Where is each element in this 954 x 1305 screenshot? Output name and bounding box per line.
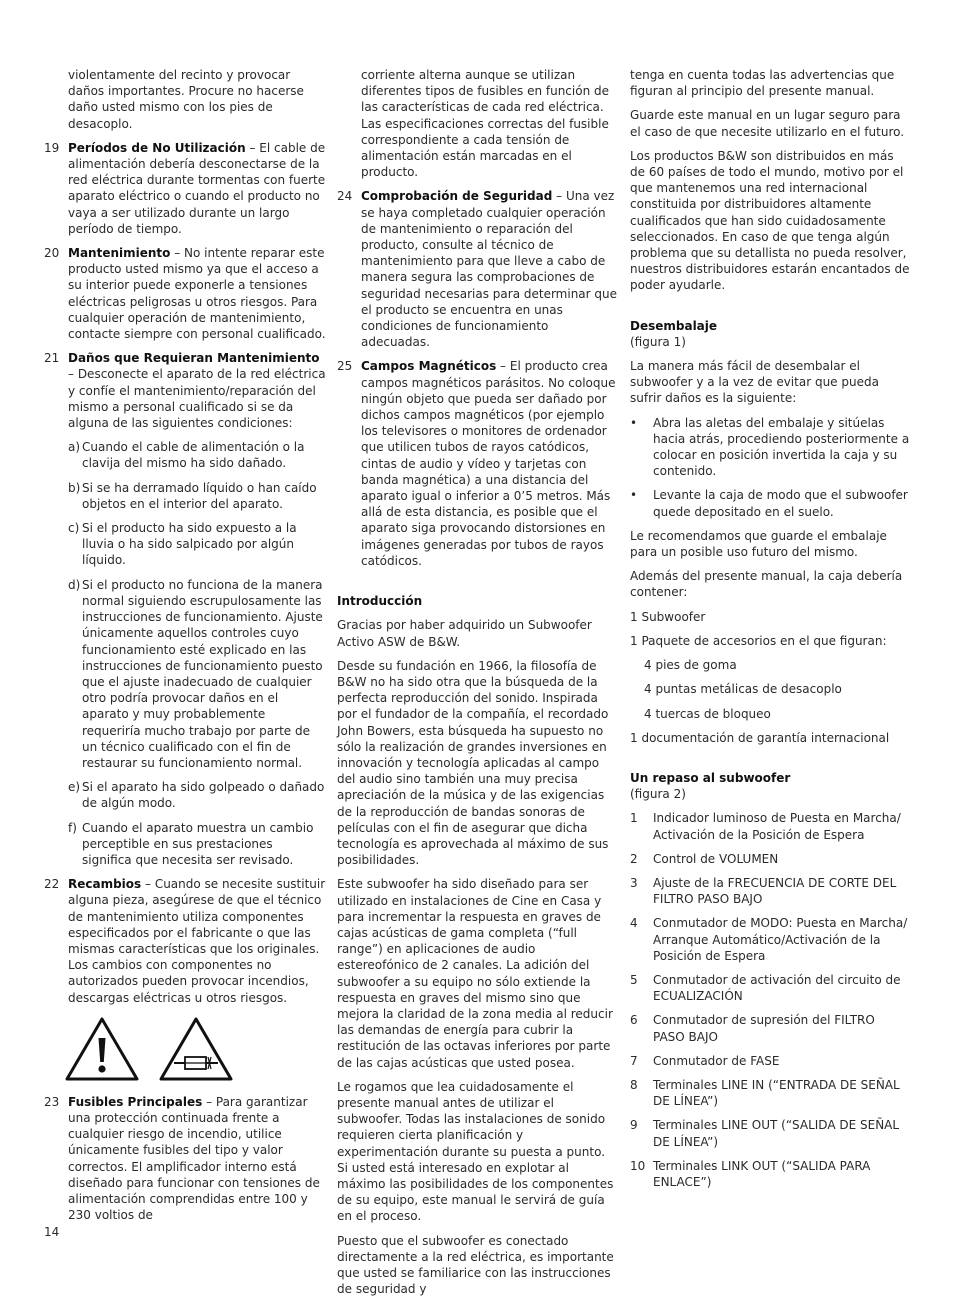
item-title: Campos Magnéticos (361, 359, 497, 374)
list-item: 2 Control de VOLUMEN (630, 851, 779, 866)
contents-line: 1 documentación de garantía internacional (630, 730, 890, 745)
item-title: Recambios (68, 877, 142, 892)
paragraph: Los productos B&W son distribuidos en más de 60 países de todo el mundo, motivo por el que mantenemos una red internacional constituida por distribuidores altamente cualificados que han sido cuidadosamente seleccionados. En caso de que tenga algún problema que su detallista no pueda resolver, nuestros distribuidores estarán encantados de poder ayudarle. (630, 148, 910, 293)
figure-reference: (figura 1) (630, 334, 686, 349)
item-text: – Desconecte el aparato de la red eléctrica y confíe el mantenimiento/reparación del mismo a personal cualificado si se da alguna de las siguientes condiciones: (68, 367, 326, 431)
item-text: – Cuando se necesite sustituir alguna pieza, asegúrese de que el técnico de mantenimiento utiliza componentes especificados por el fabricante o que las mismas características que los originales. Los cambios con componentes no autorizados pueden provocar incendios, descargas eléctricas u otros riesgos. (68, 877, 326, 1005)
item-22 (44, 876, 326, 1006)
paragraph: tenga en cuenta todas las advertencias que figuran al principio del presente manual. (630, 68, 895, 99)
item-title: Períodos de No Utilización (68, 140, 246, 155)
item-24 (337, 188, 617, 350)
item-title: Fusibles Principales (68, 1094, 203, 1109)
warning-symbols (64, 1016, 326, 1082)
paragraph: Le rogamos que lea cuidadosamente el presente manual antes de utilizar el subwoofer. Todas las instalaciones de sonido requieren cierta planificación y experimentación durante su puesta a punto. Si usted está interesado en explotar al máximo las posibilidades de los componentes de su equipo, este manual le servirá de guía en el proceso. (337, 1079, 614, 1224)
page-number: 14 (44, 1225, 60, 1239)
item-19 (44, 140, 326, 237)
fuse-warning-icon (158, 1016, 234, 1082)
list-item: 3 Ajuste de la FRECUENCIA DE CORTE DEL FILTRO PASO BAJO (630, 875, 897, 907)
list-item: 8 Terminales LINE IN (“ENTRADA DE SEÑAL DE LÍNEA”) (630, 1077, 900, 1109)
item-23 (44, 1094, 326, 1224)
bullet: • (630, 488, 638, 503)
item-number: 19 (44, 140, 60, 155)
item-title: Daños que Requieran Mantenimiento (68, 351, 320, 366)
paragraph: Guarde este manual en un lugar seguro para el caso de que necesite utilizarlo en el futuro. (630, 108, 905, 139)
list-item: • Abra las aletas del embalaje y sitúelas hacia atrás, procediendo posteriormente a colocar en posición invertida la caja y su contenido. (630, 415, 910, 479)
item-number: 22 (44, 877, 60, 892)
item-number: 20 (44, 246, 60, 261)
item-text: – El cable de alimentación debería desconectarse de la red eléctrica durante tormentas con fuerte aparato eléctrico o cuando el producto no vaya a ser utilizado durante un largo período de tiempo. (68, 140, 326, 236)
paragraph: Gracias por haber adquirido un Subwoofer Activo ASW de B&W. (337, 618, 592, 649)
item-21-sub-d: d) Si el producto no funciona de la manera normal siguiendo escrupulosamente las instrucciones de funcionamiento. Ajuste únicamente aquellos controles cuyo funcionamiento esté explicado en las instrucciones de funcionamiento puesto que el ajuste inadecuado de cualquier otro podría provocar daños en el aparato y muy probablemente requeriría mucho trabajo por parte de un técnico cualificado con el fin de restaurar su funcionamiento normal. (68, 577, 323, 770)
list-item: 5 Conmutador de activación del circuito de ECUALIZACIÓN (630, 972, 901, 1004)
contents-line: 1 Paquete de accesorios en el que figuran: (630, 633, 887, 648)
accessory-item: 4 puntas metálicas de desacoplo (644, 682, 842, 697)
list-item: 4 Conmutador de MODO: Puesta en Marcha/ Arranque Automático/Activación de la Posición de Espera (630, 916, 908, 963)
item-21-sub-f: f) Cuando el aparato muestra un cambio perceptible en sus prestaciones significa que necesita ser revisado. (68, 820, 314, 867)
item23-continuation: corriente alterna aunque se utilizan diferentes tipos de fusibles en función de las características de cada red eléctrica. Las especificaciones correctas del fusible correspondiente a cada tensión de alimentación están marcadas en el producto. (361, 68, 609, 180)
paragraph: Le recomendamos que guarde el embalaje para un posible uso futuro del mismo. (630, 528, 887, 560)
list-item: 10 Terminales LINK OUT (“SALIDA PARA ENLACE”) (630, 1158, 871, 1189)
section-heading-repaso: Un repaso al subwoofer (630, 770, 791, 785)
paragraph: Este subwoofer ha sido diseñado para ser utilizado en instalaciones de Cine en Casa y para incrementar la respuesta en graves de cajas acústicas de gama completa (“full range”) en aplicaciones de audio estereofónico de 2 canales. La adición del subwoofer a su equipo no sólo extiende la respuesta en graves del mismo sino que mejora la claridad de la zona media al reducir las demandas de energía para cubrir la restitución de las octavas inferiores por parte de las cajas acústicas que usted posea. (337, 877, 613, 1070)
list-item: 6 Conmutador de supresión del FILTRO PASO BAJO (630, 1013, 875, 1044)
item-number: 25 (337, 359, 353, 374)
item-21-sub-e: e) Si el aparato ha sido golpeado o dañado de algún modo. (68, 780, 325, 811)
exclamation-warning-icon (64, 1016, 140, 1082)
paragraph: Puesto que el subwoofer es conectado directamente a la red eléctrica, es importante que usted se familiarice con las instrucciones de seguridad y (337, 1233, 614, 1297)
item-title: Mantenimiento (68, 246, 171, 261)
item-text: – El producto crea campos magnéticos parásitos. No coloque ningún objeto que pueda ser dañado por dichos campos magnéticos (por ejemplo los televisores o monitores de ordenador que utilicen tubos de rayos catódicos, cintas de audio y vídeo y tarjetas con banda magnética) a una distancia del aparato igual o inferior a 0’5 metros. Más allá de esta distancia, es posible que el aparato siga provocando distorsiones en imágenes generadas por tubos de rayos catódicos. (361, 359, 616, 568)
item18-continuation: violentamente del recinto y provocar daños importantes. Procure no hacerse daño usted mismo con los pies de desacoplo. (68, 68, 304, 131)
item-21 (44, 350, 326, 431)
paragraph: Además del presente manual, la caja debería contener: (630, 569, 903, 600)
accessory-item: 4 tuercas de bloqueo (644, 706, 771, 721)
section-heading-introduccion: Introducción (337, 594, 423, 609)
list-item: 9 Terminales LINE OUT (“SALIDA DE SEÑAL DE LÍNEA”) (630, 1118, 900, 1149)
item-20 (44, 245, 326, 342)
column-middle (337, 67, 617, 1305)
item-number: 23 (44, 1094, 60, 1109)
column-left (44, 67, 326, 1231)
item-21-sub-b: b) Si se ha derramado líquido o han caído objetos en el interior del aparato. (68, 480, 317, 511)
item-25 (337, 358, 617, 569)
accessory-item: 4 pies de goma (644, 658, 737, 673)
section-heading-desembalaje: Desembalaje (630, 318, 718, 333)
list-item: 1 Indicador luminoso de Puesta en Marcha/ Activación de la Posición de Espera (630, 811, 901, 842)
figure-reference: (figura 2) (630, 787, 686, 802)
item-text: – Para garantizar una protección continuada frente a cualquier riesgo de incendio, utilice únicamente fusibles del tipo y valor correctos. El amplificador interno está diseñado para funcionar con tensiones de alimentación comprendidas entre 100 y 230 voltios de (68, 1094, 320, 1223)
contents-line: 1 Subwoofer (630, 609, 706, 624)
item-text: – Una vez se haya completado cualquier operación de mantenimiento o reparación del producto, consulte al técnico de mantenimiento para que lleve a cabo de manera segura las comprobaciones de seguridad necesarias para determinar que el producto se encuentra en unas condiciones de funcionamiento adecuadas. (361, 189, 618, 350)
item-number: 24 (337, 189, 353, 204)
list-item: • Levante la caja de modo que el subwoofer quede depositado en el suelo. (630, 488, 908, 519)
item-21-sub-a: a) Cuando el cable de alimentación o la clavija del mismo ha sido dañado. (68, 440, 305, 471)
item-text: – No intente reparar este producto usted mismo ya que el acceso a su interior puede exponerle a tensiones eléctricas peligrosas u otros riesgos. Para cualquier operación de mantenimiento, contacte siempre con personal cualificado. (68, 246, 326, 342)
paragraph: La manera más fácil de desembalar el subwoofer y a la vez de evitar que pueda sufrir daños es la siguiente: (630, 359, 879, 406)
item-title: Comprobación de Seguridad (361, 189, 553, 204)
list-item: 7 Conmutador de FASE (630, 1053, 780, 1068)
item-21-sub-c: c) Si el producto ha sido expuesto a la lluvia o ha sido salpicado por algún líquido. (68, 521, 297, 568)
column-right (630, 67, 910, 1198)
bullet: • (630, 415, 638, 430)
item-number: 21 (44, 351, 60, 366)
paragraph: Desde su fundación en 1966, la filosofía de B&W no ha sido otra que la búsqueda de la perfecta reproducción del sonido. Inspirada por el fundador de la compañía, el recordado John Bowers, esta búsqueda ha supuesto no sólo la realización de grandes inversiones en innovación y tecnología aplicadas al campo del audio sino también una muy precisa apreciación de la música y de las exigencias de la reproducción de bandas sonoras de películas con el fin de asegurar que dicha tecnología es aprovechada al máximo de sus posibilidades. (337, 658, 609, 868)
